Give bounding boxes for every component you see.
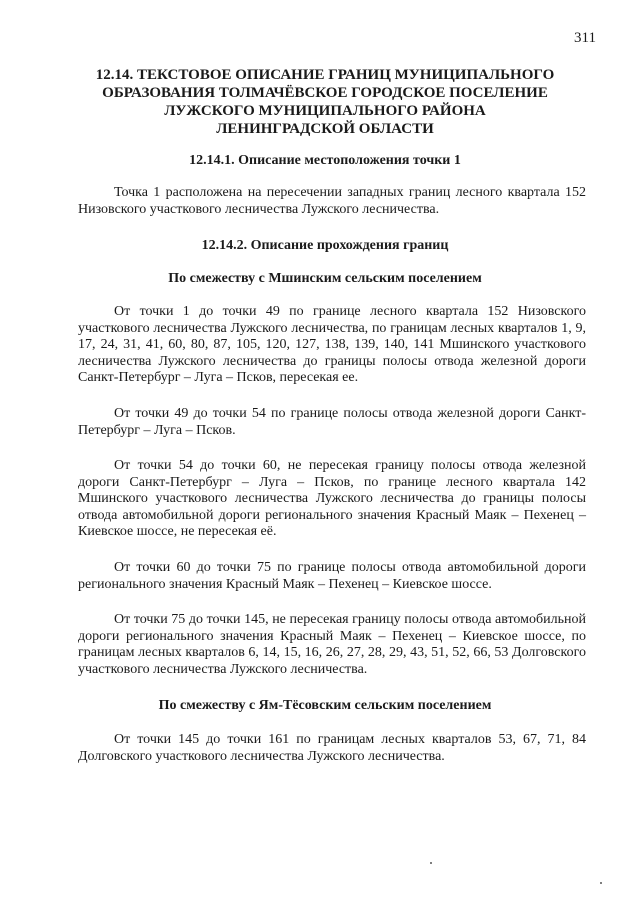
document-title [60,66,590,138]
page-number: 311 [574,30,596,46]
subheading-mshinskoe: По смежеству с Мшинским сельским поселением [168,271,482,286]
boundary-paragraph: От точки 1 до точки 49 по границе лесного квартала 152 Низовского участкового лесничества Лужского лесничества, по границам лесных кварталов 1, 9, 17, 24, 31, 41, 60, 80, 87, 105, 120, 127, 138, 139, 140, 141 Мшинского участкового лесничества Лужского лесничества до границы полосы отвода железной дороги Санкт-Петербург – Луга – Псков, пересекая ее. [78,304,586,385]
title-line: ЛЕНИНГРАДСКОЙ ОБЛАСТИ [216,121,434,137]
section-1-heading: 12.14.1. Описание местоположения точки 1 [189,153,461,168]
scan-speck [600,882,602,884]
section-1-paragraph: Точка 1 расположена на пересечении западных границ лесного квартала 152 Низовского участкового лесничества Лужского лесничества. [78,185,586,217]
scan-speck [430,862,432,864]
boundary-paragraph: От точки 75 до точки 145, не пересекая границу полосы отвода автомобильной дороги регионального значения Красный Маяк – Пехенец – Киевское шоссе, по границам лесных кварталов 6, 14, 15, 16, 26, 27, 28, 29, 43, 51, 52, 66, 53 Долговского участкового лесничества Лужского лесничества. [78,612,586,677]
boundary-paragraph: От точки 54 до точки 60, не пересекая границу полосы отвода железной дороги Санкт-Петербург – Луга – Псков, по границе лесного квартала 142 Мшинского участкового лесничества Лужского лесничества до границы полосы отвода автомобильной дороги регионального значения Красный Маяк – Пехенец – Киевское шоссе, не пересекая её. [78,458,586,539]
section-2-heading: 12.14.2. Описание прохождения границ [201,238,449,253]
boundary-paragraph: От точки 60 до точки 75 по границе полосы отвода автомобильной дороги регионального значения Красный Маяк – Пехенец – Киевское шоссе. [78,560,586,592]
subheading-yamtesovskoe: По смежеству с Ям-Тёсовским сельским поселением [158,698,492,713]
boundary-paragraph-last: От точки 145 до точки 161 по границам лесных кварталов 53, 67, 71, 84 Долговского участкового лесничества Лужского лесничества. [78,732,586,764]
boundary-paragraph: От точки 49 до точки 54 по границе полосы отвода железной дороги Санкт-Петербург – Луга – Псков. [78,406,586,438]
title-line: 12.14. ТЕКСТОВОЕ ОПИСАНИЕ ГРАНИЦ МУНИЦИПАЛЬНОГО [95,67,555,83]
title-line: ОБРАЗОВАНИЯ ТОЛМАЧЁВСКОЕ ГОРОДСКОЕ ПОСЕЛЕНИЕ [102,85,548,101]
title-line: ЛУЖСКОГО МУНИЦИПАЛЬНОГО РАЙОНА [164,103,486,119]
